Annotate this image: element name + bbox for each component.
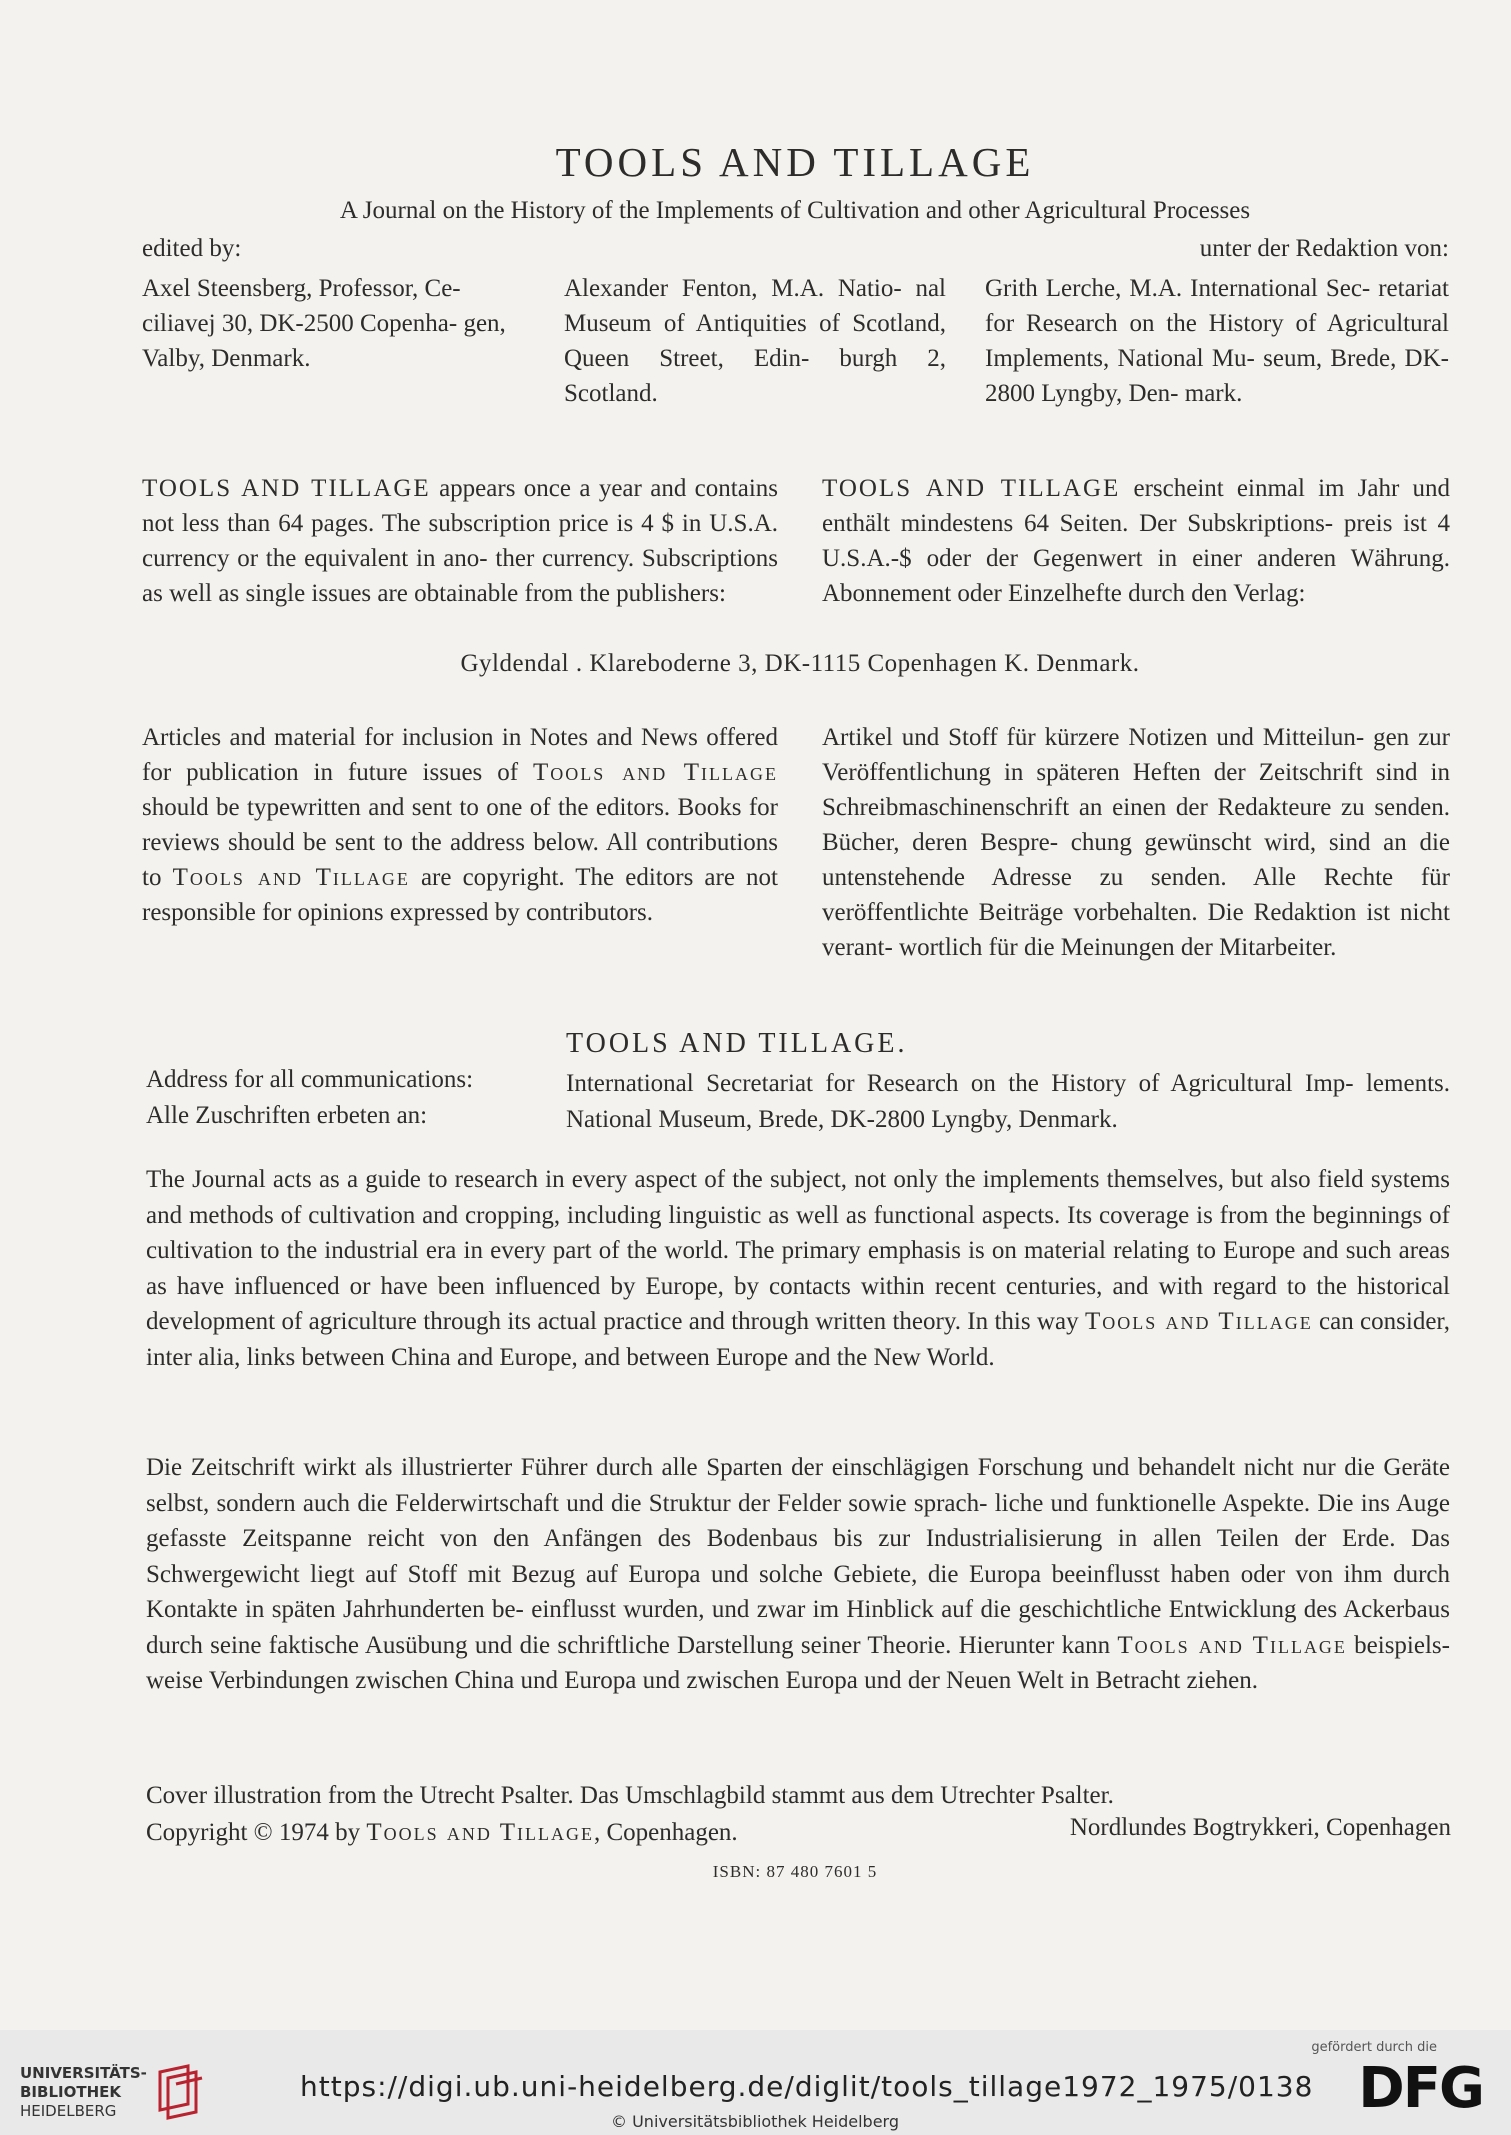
address-heading: TOOLS AND TILLAGE. [566, 1028, 908, 1059]
redaktion-label: unter der Redaktion von: [1199, 235, 1449, 262]
subscription-de [822, 471, 1450, 611]
articles-en-text-3: are copyright. The editors are not responsible for opinions expressed by contributors. [142, 864, 778, 926]
journal-name: TOOLS AND TILLAGE [142, 475, 431, 502]
address-value: International Secretariat for Research on the History of Agricultural Imp- lements. National Museum, Brede, DK-2800 Lyngby, Denmark. [566, 1070, 1450, 1133]
journal-de-text-2: beispiels- weise Verbindungen zwischen China und Europa und zwischen Europa und der Neuen Welt in Betracht ziehen. [146, 1631, 1450, 1694]
copyright-line [146, 1819, 738, 1847]
subscription-en [142, 471, 778, 611]
editor-fenton: Alexander Fenton, M.A. Natio- nal Museum of Antiquities of Scotland, Queen Street, Edin- burgh 2, Scotland. [564, 275, 946, 407]
journal-name: Tools and Tillage [366, 1819, 594, 1846]
journal-name: TOOLS AND TILLAGE [822, 475, 1121, 502]
journal-subtitle: A Journal on the History of the Implements of Cultivation and other Agricultural Processes [339, 197, 1251, 224]
address-label-en: Address for all communications: [146, 1066, 474, 1093]
copyright-city: , Copenhagen. [593, 1819, 738, 1846]
publisher-address: Gyldendal . Klareboderne 3, DK-1115 Copenhagen K. Denmark. [460, 650, 1140, 677]
journal-description-en [146, 1162, 1450, 1375]
journal-name: Tools and Tillage [172, 864, 410, 891]
editor-lerche: Grith Lerche, M.A. International Sec- retariat for Research on the History of Agricultural Implements, National Mu- seum, Brede, DK-2800 Lyngby, Den- mark. [985, 275, 1449, 407]
permalink-url[interactable]: https://digi.ub.uni-heidelberg.de/diglit/tools_tillage1972_1975/0138 [300, 2070, 1314, 2103]
library-name-line: HEIDELBERG [20, 2102, 117, 2120]
library-name-line: BIBLIOTHEK [20, 2083, 121, 2101]
subscription-de-text: erscheint einmal im Jahr und enthält mindestens 64 Seiten. Der Subskriptions- preis ist 4 U.S.A.-$ oder der Gegenwert in einer anderen Währung. Abonnement oder Einzelhefte durch den Verlag: [822, 475, 1451, 607]
articles-en-text-2: should be typewritten and sent to one of the editors. Books for reviews should be sent to the address below. All contributions to [142, 794, 778, 891]
journal-description-de [146, 1450, 1450, 1699]
isbn: ISBN: 87 480 7601 5 [712, 1862, 878, 1881]
articles-en [142, 720, 778, 930]
subscription-en-text: appears once a year and contains not less than 64 pages. The subscription price is 4 $ in U.S.A. currency or the equivalent in ano- ther currency. Subscriptions as well as single issues are obtainable from the publishers: [142, 475, 778, 607]
page-title: TOOLS AND TILLAGE [555, 139, 1035, 185]
printer-credit: Nordlundes Bogtrykkeri, Copenhagen [1069, 1814, 1451, 1841]
viewer-footer [0, 2030, 1511, 2135]
articles-en-text-1: Articles and material for inclusion in Notes and News offered for publication in future issues of [142, 724, 778, 786]
funding-label: gefördert durch die [1311, 2040, 1437, 2055]
address-label-de: Alle Zuschriften erbeten an: [146, 1102, 428, 1129]
library-copyright: © Universitätsbibliothek Heidelberg [611, 2112, 900, 2131]
edited-by-label: edited by: [142, 235, 242, 262]
journal-name: Tools and Tillage [1084, 1308, 1313, 1335]
library-name-line: UNIVERSITÄTS- [20, 2064, 147, 2082]
journal-en-text-2: can consider, inter alia, links between China and Europe, and between Europe and the New World. [146, 1308, 1451, 1371]
library-name [20, 2064, 147, 2121]
journal-name: Tools and Tillage [1117, 1631, 1347, 1659]
editor-steensberg: Axel Steensberg, Professor, Ce- ciliavej 30, DK-2500 Copenha- gen, Valby, Denmark. [142, 275, 506, 372]
dfg-logo: DFG [1358, 2056, 1483, 2121]
journal-en-text-1: The Journal acts as a guide to research in every aspect of the subject, not only the implements themselves, but also field systems and methods of cultivation and cropping, including linguistic as well as functional aspects. Its coverage is from the beginnings of cultivation to the industrial era in every part of the world. The primary emphasis is on material relating to Europe and such areas as have influenced or have been influenced by Europe, by contacts within recent centuries, and with regard to the historical development of agriculture through its actual practice and through written theory. In this way [146, 1166, 1450, 1335]
articles-de: Artikel und Stoff für kürzere Notizen und Mitteilun- gen zur Veröffentlichung in späteren Heften der Zeitschrift sind in Schreibmaschinenschrift an einen der Redakteure zu senden. Bücher, deren Bespre- chung gewünscht wird, sind an die untenstehende Adresse zu senden. Alle Rechte für veröffentlichte Beiträge vorbehalten. Die Redaktion ist nicht verant- wortlich für die Meinungen der Mitarbeiter. [822, 724, 1450, 961]
cover-note: Cover illustration from the Utrecht Psalter. Das Umschlagbild stammt aus dem Utrechter Psalter. [146, 1782, 1114, 1809]
journal-name: Tools and Tillage [533, 759, 778, 786]
journal-de-text-1: Die Zeitschrift wirkt als illustrierter Führer durch alle Sparten der einschlägigen Forschung und behandelt nicht nur die Geräte selbst, sondern auch die Felderwirtschaft und die Struktur der Felder sowie sprach- liche und funktionelle Aspekte. Die ins Auge gefasste Zeitspanne reicht von den Anfängen des Bodenbaus bis zur Industrialisierung in allen Teilen der Erde. Das Schwergewicht liegt auf Stoff mit Bezug auf Europa und solche Gebiete, die Europa beeinflusst haben oder von ihm durch Kontakte in späten Jahrhunderten be- einflusst wurden, und zwar im Hinblick auf die geschichtliche Entwicklung des Ackerbaus durch seine faktische Ausübung und die schriftliche Darstellung seiner Theorie. Hierunter kann [146, 1454, 1450, 1659]
library-logo-icon [150, 2064, 206, 2120]
copyright-text: Copyright © 1974 by [146, 1819, 367, 1846]
